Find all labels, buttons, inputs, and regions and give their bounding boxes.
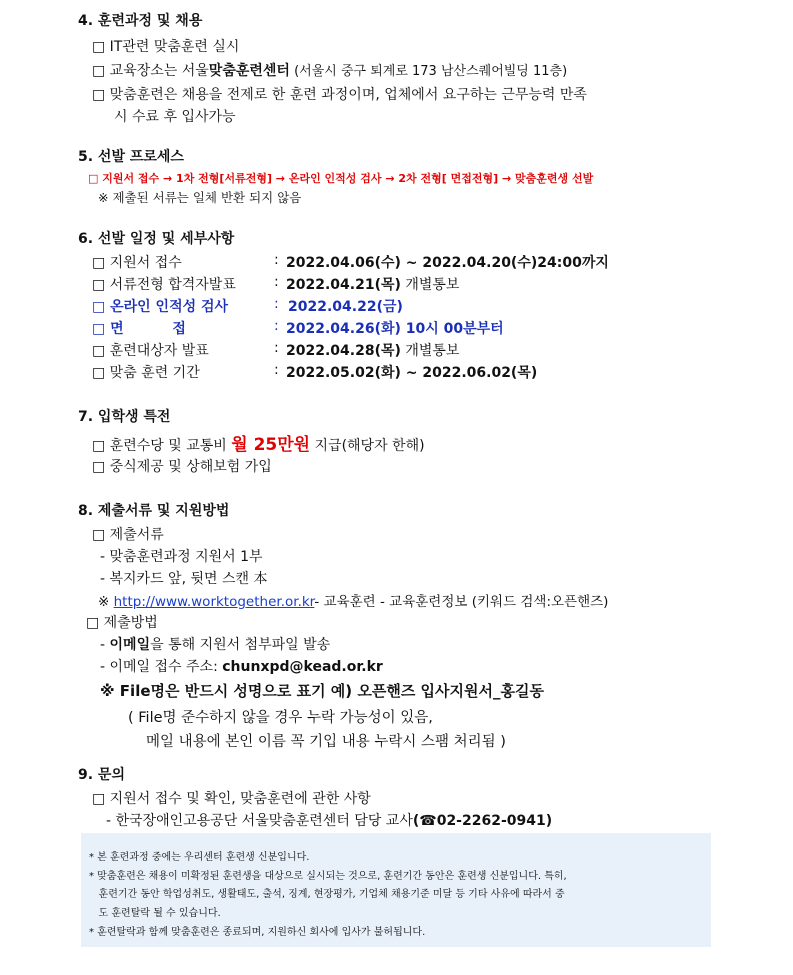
s4-line-2-c: (서울시 중구 퇴계로 173 남산스퀘어빌딩 11층) (289, 64, 568, 79)
s9-line-2-a: - 한국장애인고용공단 서울맞춤훈련센터 담당 교사 (106, 813, 413, 829)
notice-line: 훈련기간 동안 학업성취도, 생활태도, 출석, 징계, 현장평가, 기업체 채용기준 미달 등 기타 사유에 따라서 중 (89, 889, 565, 900)
notice-line: * 훈련탈락과 함께 맞춤훈련은 종료되며, 지원하신 회사에 입사가 불허됩니다. (89, 927, 426, 938)
notice-line: * 맞춤훈련은 채용이 미확정된 훈련생을 대상으로 실시되는 것으로, 훈련기간 동안은 훈련생 신분입니다. 특히, (89, 871, 567, 882)
s8-method-1-c: 을 통해 지원서 첨부파일 발송 (150, 637, 331, 653)
s6-row-value: 2022.04.06(수) ~ 2022.04.20(수)24:00까지 (286, 255, 609, 271)
notice-box (81, 833, 711, 947)
s6-row-sep: : (274, 362, 279, 378)
s6-row-value: 2022.04.26(화) 10시 00분부터 (286, 321, 504, 337)
s4-line-3b: 시 수료 후 입사가능 (114, 109, 236, 125)
s8-doc-2: - 복지카드 앞, 뒷면 스캔 本 (100, 571, 268, 587)
s8-method-1 (100, 634, 330, 654)
s6-row-label: □ 지원서 접수 (92, 255, 182, 271)
worktogether-link[interactable]: http://www.worktogether.or.kr (113, 594, 315, 610)
s6-row-extra: 개별통보 (400, 343, 460, 359)
section-4-title: 4. 훈련과정 및 채용 (78, 13, 203, 29)
section-5-title: 5. 선발 프로세스 (78, 149, 184, 165)
s6-row-sep: : (274, 296, 279, 312)
s6-row-extra: 개별통보 (400, 277, 460, 293)
section-7-title: 7. 입학생 특전 (78, 409, 171, 425)
s6-row-label: □ 서류전형 합격자발표 (92, 277, 236, 293)
s7-line-2: □ 중식제공 및 상해보험 가입 (92, 459, 272, 475)
s4-line-1: □ IT관련 맞춤훈련 실시 (92, 39, 240, 55)
s4-line-2 (92, 60, 567, 80)
selection-flow: □ 지원서 접수 → 1차 전형[서류전형] → 온라인 인적성 검사 → 2차 전형[ 면접전형] → 맞춤훈련생 선발 (88, 172, 594, 185)
s9-line-1: □ 지원서 접수 및 확인, 맞춤훈련에 관한 사항 (92, 791, 371, 807)
s6-row-sep: : (274, 318, 279, 334)
section-6-title: 6. 선발 일정 및 세부사항 (78, 231, 235, 247)
s8-method-3: ※ File명은 반드시 성명으로 표기 예) 오픈핸즈 입사지원서_홍길동 (100, 682, 544, 700)
s7-line-1-a: □ 훈련수당 및 교통비 (92, 438, 232, 454)
s8-method-5: 메일 내용에 본인 이름 꼭 기입 내용 누락시 스팸 처리됨 ) (146, 734, 506, 750)
s8-method-1-b: 이메일 (109, 637, 151, 653)
email-address: chunxpd@kead.or.kr (222, 659, 383, 675)
s6-row-value: 2022.05.02(화) ~ 2022.06.02(목) (286, 365, 538, 381)
s8-method-4: ( File명 준수하지 않을 경우 누락 가능성이 있음, (128, 710, 433, 726)
s4-line-2-a: □ 교육장소는 서울 (92, 63, 209, 79)
s8-method-1-a: - (100, 637, 110, 653)
s8-doc-3 (98, 590, 608, 610)
notice-line: * 본 훈련과정 중에는 우리센터 훈련생 신분입니다. (89, 852, 310, 863)
s7-line-1-c: 지급(해당자 한해) (310, 438, 425, 454)
s6-row-value: 2022.04.28(목) (286, 343, 401, 359)
s6-row-value: 2022.04.22(금) (288, 299, 403, 315)
notice-line: 도 훈련탈락 될 수 있습니다. (89, 908, 221, 919)
s6-row-sep: : (274, 252, 279, 268)
s7-line-1 (92, 430, 425, 455)
s6-row-label-text: □ 면 접 (92, 321, 186, 337)
s6-row-value-wrap (286, 340, 459, 360)
monthly-allowance: 월 25만원 (231, 435, 311, 455)
contact-phone: (☎02-2262-0941) (412, 813, 553, 829)
s6-row-sep: : (274, 274, 279, 290)
s8-doc-3-b: - 교육훈련 - 교육훈련정보 (키워드 검색:오픈핸즈) (314, 594, 609, 610)
s6-row-label: □ 맞춤 훈련 기간 (92, 365, 200, 381)
s8-docs-head: □ 제출서류 (92, 527, 164, 543)
s8-method-2 (100, 656, 383, 676)
s6-row-label: □ 훈련대상자 발표 (92, 343, 209, 359)
s9-line-2 (106, 810, 552, 830)
s6-row-label: □ 온라인 인적성 검사 (92, 299, 229, 315)
s8-method-2-a: - 이메일 접수 주소: (100, 659, 223, 675)
s4-line-2-b: 맞춤훈련센터 (208, 63, 290, 79)
s4-line-3: □ 맞춤훈련은 채용을 전제로 한 훈련 과정이며, 업체에서 요구하는 근무능력 만족 (92, 87, 587, 103)
s6-row-label (92, 318, 186, 338)
s8-method-head: □ 제출방법 (86, 615, 158, 631)
s6-row-sep: : (274, 340, 279, 356)
s6-row-value-wrap (286, 274, 459, 294)
s5-note: ※ 제출된 서류는 일체 반환 되지 않음 (98, 190, 302, 205)
section-8-title: 8. 제출서류 및 지원방법 (78, 503, 230, 519)
s8-doc-3-a: ※ (98, 594, 114, 610)
s8-doc-1: - 맞춤훈련과정 지원서 1부 (100, 549, 263, 565)
s6-row-value: 2022.04.21(목) (286, 277, 401, 293)
section-9-title: 9. 문의 (78, 767, 125, 783)
